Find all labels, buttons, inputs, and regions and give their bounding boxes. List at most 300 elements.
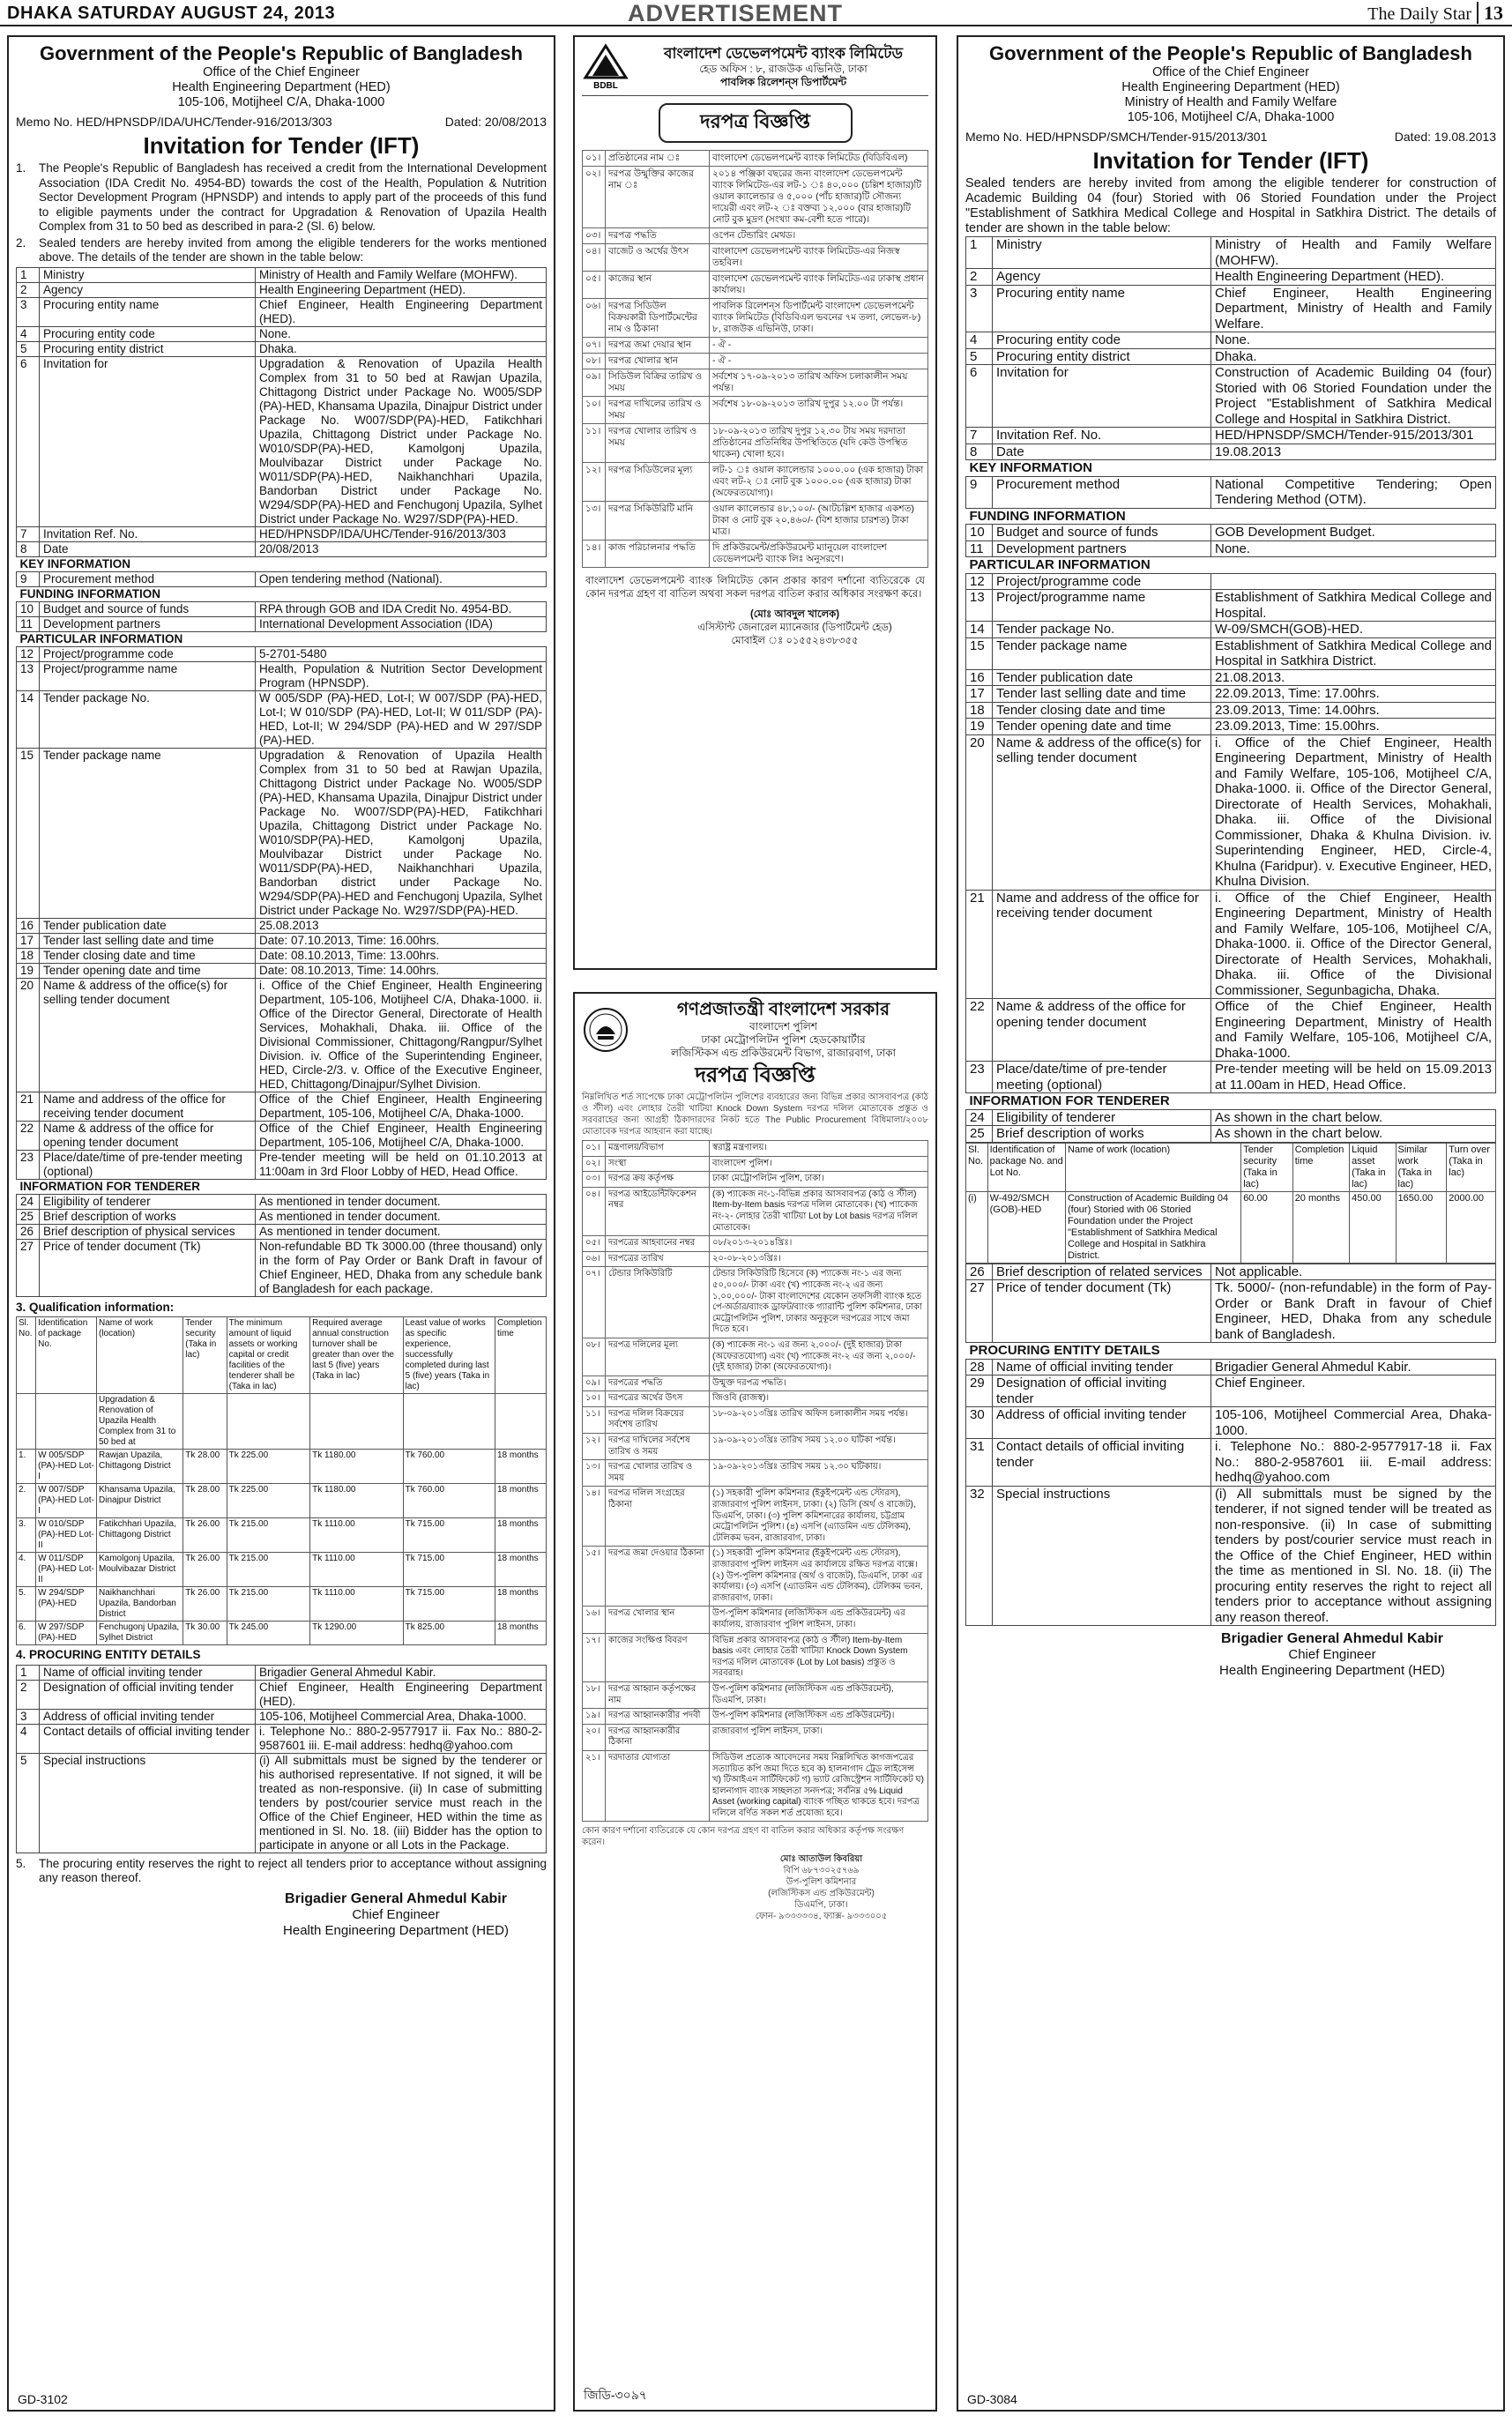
row-value: উন্মুক্ত দরপত্র পদ্ধতি।	[710, 1376, 928, 1391]
table-cell: 18 months	[495, 1622, 546, 1645]
row-number: 20	[17, 978, 40, 1092]
table-row	[966, 1280, 1496, 1343]
row-number: 6	[17, 356, 40, 526]
table-row	[966, 890, 1496, 999]
section-row	[966, 508, 1496, 525]
table-cell: Tk 715.00	[403, 1553, 495, 1587]
table-row	[583, 502, 928, 541]
row-label: দরপত্র খোলার তারিখ ও সময়	[606, 424, 710, 463]
row-number: 14	[966, 622, 993, 638]
table-row	[966, 719, 1496, 735]
row-number: ১০।	[583, 1391, 606, 1407]
table-row	[583, 1391, 928, 1407]
row-value: ঢাকা মেট্রোপলিটন পুলিশ, ঢাকা।	[710, 1172, 928, 1188]
department: Health Engineering Department (HED)	[172, 80, 391, 94]
table-row	[583, 424, 928, 463]
table-row	[583, 1251, 928, 1267]
blank-cell	[310, 1394, 403, 1450]
row-number: 2	[966, 269, 993, 286]
row-value: Brigadier General Ahmedul Kabir.	[1211, 1359, 1496, 1376]
row-number: 19	[966, 719, 993, 735]
dmp-signature	[714, 1853, 928, 1922]
row-label: প্রতিষ্ঠানের নাম ঃ	[606, 151, 710, 167]
row-value: (i) All submittals must be signed by the tenderer or his authorised representative. If not signed, it will be treated as non-responsive. (ii) In case of submitting tenders by post/courier service must reach in the Office of the Chief Engineer, HED within the time as mentioned in Sl. No. 18. (iii) Bidder has the option to participate in anyone or all Lots in the Package.	[256, 1753, 547, 1853]
row-label: Procurement method	[40, 571, 256, 586]
intro-paragraph: Sealed tenders are hereby invited from among the eligible tenderer for construction of Academic Building 04 (four) Storied with 06 Storied Foundation under the Project "Establishment of Satkhira Medical College and Hospital in Satkhira District. The details of tender are shown in the table below:	[965, 176, 1496, 235]
dmp-sig-phone: ফোন- ৯৩৩৩৩৩৪, ফ্যাক্স- ৯৩৩৩০০৫	[755, 1912, 888, 1922]
table-row	[966, 702, 1496, 719]
blank-cell	[403, 1394, 495, 1450]
row-value: ০৮/২০১৩-২০১৪খ্রিঃ।	[710, 1236, 928, 1252]
org-line-2: ঢাকা মেট্রোপলিটন পুলিশ হেডকোয়ার্টার	[701, 1033, 866, 1046]
table-row	[17, 1724, 547, 1753]
table-row	[17, 963, 547, 978]
table-row	[583, 1681, 928, 1708]
para-number: 1.	[16, 161, 26, 175]
table-row	[966, 1062, 1496, 1093]
row-label: Tender package No.	[993, 622, 1211, 638]
department: Health Engineering Department (HED)	[1121, 80, 1340, 94]
row-number: 7	[17, 526, 40, 541]
row-label: Development partners	[40, 616, 256, 631]
row-label: Eligibility of tenderer	[40, 1194, 256, 1209]
row-value: W 005/SDP (PA)-HED, Lot-I; W 007/SDP (PA)-HED, Lot-I; W 010/SDP (PA)-HED, Lot-II; W 011/SDP (PA)-HED, Lot-II; W 294/SDP (PA)-HED and W 297/SDP (PA)-HED.	[256, 690, 547, 748]
table-row	[17, 1092, 547, 1121]
row-label: দরপত্র আহ্বানকারীর পদবী	[606, 1709, 710, 1725]
row-label: Budget and source of funds	[40, 601, 256, 616]
row-label: টেন্ডার সিকিউরিটি	[606, 1267, 710, 1338]
notice-title: দরপত্র বিজ্ঞপ্তি	[695, 1063, 816, 1087]
section-row	[966, 460, 1496, 477]
memo-line	[965, 129, 1496, 145]
row-label: দরপত্র আইডেন্টিফিকেশন নম্বর	[606, 1187, 710, 1235]
row-number: ১১।	[583, 1406, 606, 1433]
row-value: (ক) প্যাকেজ নং-১-বিভিন্ন প্রকার আসবাবপত্র (কাঠ ও স্টীল) Item-by-Item basis দরপত্র দলিল মোতাবেক। (খ) প্যাকেজ নং-২- লোহার তৈরী খাটিয়া Lot by Lot basis দরপত্র দলিল মোতাবেক।	[710, 1187, 928, 1235]
row-value: i. Office of the Chief Engineer, Health Engineering Department, Ministry of Health and Family Welfare, 105-106, Motijheel C/A, Dhaka-1000. ii. Office of the Director General, Directorate of Health Services, Mohakhali, Dhaka. iii. Office of the Divisional Commissioner, Dhaka & Khulna Division. iv. Superintending Engineer, HED, Circle-4, Khulna (Faridpur). v. Executive Engineer, HED, Khulna Division.	[1211, 734, 1496, 890]
row-value: Health Engineering Department (HED).	[256, 282, 547, 297]
row-label: Tender publication date	[993, 669, 1211, 686]
table-cell: Tk 760.00	[403, 1450, 495, 1484]
table-cell: W 005/SDP (PA)-HED Lot-I	[36, 1450, 97, 1484]
table-row	[17, 933, 547, 948]
row-number: 17	[966, 686, 993, 703]
row-label: Tender closing date and time	[993, 702, 1211, 719]
blank-cell	[183, 1394, 227, 1450]
table-cell: W-492/SMCH (GOB)-HED	[987, 1191, 1065, 1263]
table-row	[583, 167, 928, 228]
table-cell: Tk 215.00	[227, 1518, 310, 1553]
row-value: Chief Engineer, Health Engineering Department (HED).	[256, 1680, 547, 1709]
row-label: দরপত্র পদ্ধতি	[606, 228, 710, 244]
table-cell: 1650.00	[1396, 1191, 1447, 1263]
row-number: 5	[966, 348, 993, 365]
table-row	[17, 601, 547, 616]
row-value: বাংলাদেশ ডেভেলপমেন্ট ব্যাংক লিমিটেড-এর ঢাকাস্থ প্রধান কার্যালয়।	[710, 272, 928, 299]
row-label: Project/programme code	[40, 646, 256, 661]
section-heading: PARTICULAR INFORMATION	[966, 557, 1496, 574]
row-value: Pre-tender meeting will be held on 01.10.2013 at 11:00am in 3rd Floor Lobby of HED, Head Office.	[256, 1150, 547, 1179]
bdbl-sig-name: (মোঃ আবদুল খালেক)	[749, 609, 840, 620]
row-label: Procuring entity name	[993, 285, 1211, 332]
row-number: 4	[17, 1724, 40, 1753]
table-row	[583, 1172, 928, 1188]
row-number: 4	[966, 332, 993, 349]
row-label: Place/date/time of pre-tender meeting (optional)	[40, 1150, 256, 1179]
row-value: রাজারবাগ পুলিশ লাইনস, ঢাকা।	[710, 1724, 928, 1750]
table-row	[17, 541, 547, 556]
signatory-title: Chief Engineer	[1288, 1647, 1376, 1662]
table-row	[583, 1750, 928, 1822]
table-cell: Tk 28.00	[183, 1484, 227, 1518]
row-number: 8	[966, 444, 993, 460]
row-value: Dhaka.	[1211, 348, 1496, 365]
row-value: বাংলাদেশ পুলিশ।	[710, 1156, 928, 1172]
table-row	[17, 661, 547, 690]
row-label: দরপত্রের পদ্ধতি	[606, 1376, 710, 1391]
section-row	[17, 556, 547, 571]
table-row	[966, 669, 1496, 686]
section-heading: PROCURING ENTITY DETAILS	[966, 1343, 1496, 1360]
column-header: Tender security (Taka in lac)	[1241, 1143, 1293, 1191]
row-number: 29	[966, 1376, 993, 1407]
table-row	[583, 1376, 928, 1391]
row-number: 9	[17, 571, 40, 586]
table-row	[17, 748, 547, 918]
bdbl-signature	[661, 608, 928, 648]
row-label: দরপত্র সিডিউল বিক্রয়কারী ডিপার্টমেন্টের নাম ও ঠিকানা	[606, 299, 710, 338]
row-number: 6	[966, 365, 993, 428]
row-value: i. Office of the Chief Engineer, Health Engineering Department, 105-106, Motijheel C/A, Dhaka-1000. ii. Office of the Director General, Directorate of Health Services, Mohakhali, Dhaka. iii. Office of the Divisional Commissioner, Chittagong/Rangpur/Sylhet Division. iv. Office of the Superintending Engineer, HED, Circle-2/3. v. Office of the Executive Engineer, HED, Chittagong/Dinajpur/Sylhet Division.	[256, 978, 547, 1092]
row-number: ২১।	[583, 1750, 606, 1822]
row-label: দরপত্রের তারিখ	[606, 1251, 710, 1267]
table-row	[966, 637, 1496, 669]
table-cell: Tk 715.00	[403, 1587, 495, 1622]
row-number: 10	[17, 601, 40, 616]
table-row	[966, 1191, 1496, 1263]
table-row	[583, 151, 928, 167]
dmp-header	[582, 999, 928, 1060]
table-cell: Fatikchhari Upazila, Chittagong District	[97, 1518, 183, 1553]
row-value: টেন্ডার সিকিউরিটি হিসেবে (ক) প্যাকেজ নং-১ এর জন্য ৫০,০০০/- টাকা এবং (খ) প্যাকেজ নং-২ এর জন্য ১,০০,০০০/- টাকা বাংলাদেশের যেকোন তফসিলী ব্যাংক হতে পে-অর্ডার/ব্যাংক ড্রাফট/ব্যাংক গ্যারান্টি পুলিশ কমিশনার, ঢাকা মেট্রোপলিটন পুলিশ, ঢাকার অনুকূলে দরপত্রের সাথে জমা দিতে হবে।	[710, 1267, 928, 1338]
row-label: Brief description of related services	[993, 1264, 1211, 1280]
row-label: Name & address of the office for opening tender document	[993, 999, 1211, 1062]
table-row	[966, 269, 1496, 286]
dateline: DHAKA SATURDAY AUGUST 24, 2013	[7, 4, 336, 23]
row-number: 27	[966, 1280, 993, 1343]
table-row	[966, 332, 1496, 349]
row-label: Price of tender document (Tk)	[40, 1239, 256, 1296]
row-number: 27	[17, 1239, 40, 1296]
table-row	[583, 1187, 928, 1235]
row-label: Procuring entity code	[993, 332, 1211, 349]
row-number: ১৭।	[583, 1633, 606, 1681]
row-number: ০৮।	[583, 354, 606, 369]
address: 105-106, Motijheel C/A, Dhaka-1000	[177, 95, 385, 109]
row-number: 5	[17, 341, 40, 356]
row-number: 26	[17, 1224, 40, 1239]
row-label: Designation of official inviting tender	[40, 1680, 256, 1709]
row-label: Contact details of official inviting tender	[993, 1439, 1211, 1487]
row-label: কাজের স্থান	[606, 272, 710, 299]
masthead	[1367, 2, 1503, 25]
row-number: ১১।	[583, 424, 606, 463]
row-number: ০২।	[583, 1156, 606, 1172]
row-value: None.	[256, 326, 547, 341]
table-row	[17, 1622, 547, 1645]
row-number: 13	[966, 590, 993, 622]
table-row	[966, 1109, 1496, 1126]
row-number: 30	[966, 1407, 993, 1439]
table-row	[17, 1518, 547, 1553]
header-row	[17, 1317, 547, 1394]
row-value: As shown in the chart below.	[1211, 1109, 1496, 1126]
table-cell: 2000.00	[1447, 1191, 1496, 1263]
row-value: 22.09.2013, Time: 17.00hrs.	[1211, 686, 1496, 703]
signature-block	[1168, 1631, 1496, 1679]
row-label: Name and address of the office for receiving tender document	[993, 890, 1211, 999]
table-row	[966, 1126, 1496, 1143]
paragraph-2	[16, 236, 547, 265]
row-label: Tender last selling date and time	[40, 933, 256, 948]
row-value: ১৯-০৯-২০১৩খ্রিঃ তারিখ সময় ১২.৩০ ঘটিকায়।	[710, 1460, 928, 1487]
table-row	[966, 1439, 1496, 1487]
table-row	[17, 282, 547, 297]
row-value: Construction of Academic Building 04 (four) Storied with 06 Storied Foundation under the Project "Establishment of Satkhira Medical College and Hospital in Satkhira District.	[1211, 365, 1496, 428]
row-value: As mentioned in tender document.	[256, 1194, 547, 1209]
row-label: Address of official inviting tender	[40, 1709, 256, 1724]
table-row	[966, 428, 1496, 444]
table-cell: Tk 30.00	[183, 1622, 227, 1645]
row-number: 16	[17, 918, 40, 933]
row-value: None.	[1211, 541, 1496, 557]
row-value: i. Office of the Chief Engineer, Health Engineering Department, Ministry of Health and Family Welfare, 105-106, Motijheel C/A, Dhaka-1000. ii. Office of the Director General, Directorate of Health Services, Mohakhali, Dhaka. iii. Office of the Divisional Commissioner, Segunbagicha, Dhaka.	[1211, 890, 1496, 999]
table-row	[17, 948, 547, 963]
row-number: 14	[17, 690, 40, 748]
row-value: Chief Engineer, Health Engineering Department, Ministry of Health and Family Welfare.	[1211, 285, 1496, 332]
table-cell: Tk 825.00	[403, 1622, 495, 1645]
row-value: 25.08.2013	[256, 918, 547, 933]
bdbl-details-table	[582, 150, 928, 568]
table-row	[583, 397, 928, 424]
tender-details-table-2	[965, 1264, 1496, 1627]
section-row	[17, 631, 547, 646]
column-header: Sl. No.	[966, 1143, 988, 1191]
row-value: স্বরাষ্ট্র মন্ত্রণালয়।	[710, 1141, 928, 1157]
bdbl-logo-text: BDBL	[593, 81, 618, 90]
table-row	[583, 354, 928, 369]
row-label: Invitation for	[40, 356, 256, 526]
table-row	[966, 541, 1496, 557]
table-row	[966, 734, 1496, 890]
row-number: 10	[966, 525, 993, 541]
table-row	[583, 1338, 928, 1376]
bank-office: হেড অফিস : ৮, রাজউক এভিনিউ, ঢাকা	[699, 62, 868, 75]
row-number: 9	[966, 476, 993, 508]
row-value: 23.09.2013, Time: 14.00hrs.	[1211, 702, 1496, 719]
row-label: Project/programme name	[40, 661, 256, 690]
table-row	[17, 571, 547, 586]
row-value: Brigadier General Ahmedul Kabir.	[256, 1665, 547, 1680]
table-cell: 18 months	[495, 1518, 546, 1553]
table-row	[17, 690, 547, 748]
table-cell: Khansama Upazila, Dinajpur District	[97, 1484, 183, 1518]
dmp-details-table	[582, 1140, 928, 1822]
column-header: The minimum amount of liquid assets or working capital or credit facilities of the tenderer shall be (Taka in lac)	[227, 1317, 310, 1394]
blank-cell	[36, 1394, 97, 1450]
row-value: HED/HPNSDP/IDA/UHC/Tender-916/2013/303	[256, 526, 547, 541]
para-number: 2.	[16, 235, 26, 250]
tender-details-table	[16, 267, 547, 1297]
row-label: দরপত্রের অর্থের উৎস	[606, 1391, 710, 1407]
row-value: সর্বশেষ ১৮-০৯-২০১৩ তারিখ দুপুর ১২.০০ টা পর্যন্ত।	[710, 397, 928, 424]
column-header: Turn over (Taka in lac)	[1447, 1143, 1496, 1191]
row-value: Office of the Chief Engineer, Health Engineering Department, 105-106, Motijheel C/A, Dhaka-1000.	[256, 1121, 547, 1150]
row-label: Place/date/time of pre-tender meeting (optional)	[993, 1062, 1211, 1093]
row-label: দরপত্র দাখিলের সর্বশেষ তারিখ ও সময়	[606, 1434, 710, 1460]
row-value: ওয়াল ক্যালেন্ডার ৪৮,১০০/- (আটচল্লিশ হাজার একশত) টাকা ও নোট বুক ২০,৪৬০/- (বিশ হাজার চারশত) টাকা মাত্র।	[710, 502, 928, 541]
row-value: Pre-tender meeting will be held on 15.09.2013 at 11.00am in HED, Head Office.	[1211, 1062, 1496, 1093]
row-value: Health, Population & Nutrition Sector Development Program (HPNSDP).	[256, 661, 547, 690]
row-number: ০৬।	[583, 1251, 606, 1267]
row-label: মন্ত্রণালয়/বিভাগ	[606, 1141, 710, 1157]
bdbl-header	[582, 42, 928, 96]
row-value: Establishment of Satkhira Medical College and Hospital.	[1211, 590, 1496, 622]
org-line-3: লজিস্টিকস এন্ড প্রকিউরমেন্ট বিভাগ, রাজারবাগ, ঢাকা	[671, 1047, 896, 1059]
bdbl-note: বাংলাদেশ ডেভেলপমেন্ট ব্যাংক লিমিটেড কোন প্রকার কারণ দর্শানো ব্যতিরেকে যে কোন দরপত্র গ্রহণ বা বাতিল অথবা সকল দরপত্র বাতিল করার অধিকার সংরক্ষণ করে।	[585, 576, 925, 600]
section-heading: FUNDING INFORMATION	[966, 508, 1496, 525]
table-row	[966, 1359, 1496, 1376]
row-value: Open tendering method (National).	[256, 571, 547, 586]
bdbl-logo-icon	[582, 42, 629, 90]
row-value: সিডিউল প্রত্যেক আবেদনের সময় নিম্নলিখিত কাগজপত্রের সত্যায়িত কপি জমা দিতে হবে ক) হালনাগাদ ট্রেড লাইসেন্স খ) টিআইএন সার্টিফিকেট গ) ভ্যাট রেজিস্ট্রেশন সার্টিফিকেট ঘ) হালনাগাদ ব্যাংক সচ্ছলতা সনদপত্র; সর্বনিম্ন ৫% Liquid Asset (working capital) ব্যাংক গচ্ছিত থাকতে হবে। দরপত্র দলিলে বর্ণিত সকল শর্ত প্রযোজ্য হবে।	[710, 1750, 928, 1822]
row-value: ওপেন টেন্ডারিং মেথড।	[710, 228, 928, 244]
table-row	[966, 999, 1496, 1062]
row-label: দরদাতার যোগ্যতা	[606, 1750, 710, 1822]
table-cell: Tk 26.00	[183, 1518, 227, 1553]
row-number: 2	[17, 282, 40, 297]
row-label: Name & address of the office for opening tender document	[40, 1121, 256, 1150]
table-row	[583, 272, 928, 299]
table-row	[17, 1150, 547, 1179]
hed-tender-notice-916	[7, 35, 555, 2412]
column-header: Tender security (Taka in lac)	[183, 1317, 227, 1394]
table-cell: Tk 225.00	[227, 1484, 310, 1518]
table-row	[17, 1484, 547, 1518]
table-cell: Tk 225.00	[227, 1450, 310, 1484]
row-label: Procuring entity code	[40, 326, 256, 341]
table-row	[17, 1239, 547, 1296]
section-title: ADVERTISEMENT	[628, 0, 844, 26]
table-cell: W 297/SDP (PA)-HED	[36, 1622, 97, 1645]
header-row	[966, 1143, 1496, 1191]
section-heading: INFORMATION FOR TENDERER	[17, 1179, 547, 1194]
table-row	[17, 918, 547, 933]
para-number: 5.	[16, 1856, 26, 1870]
row-label: Development partners	[993, 541, 1211, 557]
table-cell: 18 months	[495, 1553, 546, 1587]
table-cell: Rawjan Upazila, Chittagong District	[97, 1450, 183, 1484]
table-cell: Tk 1110.00	[310, 1518, 403, 1553]
para-text: Sealed tenders are hereby invited from among the eligible tenderers for the works mentioned above. The details of the tender are shown in the table below:	[39, 235, 547, 264]
table-cell: W 294/SDP (PA)-HED	[36, 1587, 97, 1622]
column-header: Name of work (location)	[97, 1317, 183, 1394]
row-number: 13	[17, 661, 40, 690]
row-value: i. Telephone No.: 880-2-9577917-18 ii. Fax No.: 880-2-9587601 iii. E-mail address: hedhq@yahoo.com	[1211, 1439, 1496, 1487]
dmp-sig-name: মোঃ আতাউল কিবরিয়া	[779, 1854, 863, 1865]
row-number: 19	[17, 963, 40, 978]
table-row	[17, 1665, 547, 1680]
row-label: বাজেট ও অর্থের উৎস	[606, 244, 710, 272]
table-row	[966, 237, 1496, 269]
table-cell: 4.	[17, 1553, 36, 1587]
column-header: Completion time	[495, 1317, 546, 1394]
table-row	[583, 1709, 928, 1725]
column-header: Least value of works as specific experience, successfully completed during last 5 (five) years (Taka in lac)	[403, 1317, 495, 1394]
dmp-intro: নিম্নলিখিত শর্ত সাপেক্ষে ঢাকা মেট্রোপলিটন পুলিশের ব্যবহারের জন্য বিভিন্ন প্রকার আসবাবপত্র (কাঠ ও স্টীল) এবং লোহার তৈরী খাটিয়া Knock Down System দরপত্র দলিল মোতাবেক প্রস্তুত ও সরবরাহের জন্য আগ্রহী ঠিকাদারদের নিকট হতে The Public Procurement বিধিমালা/২০০৮ মোতাবেক দরপত্র আহবান করা যাচ্ছে।	[582, 1092, 928, 1137]
row-label: Agency	[993, 269, 1211, 286]
page-header	[0, 0, 1512, 26]
row-label: দরপত্র খোলার স্থান	[606, 1607, 710, 1633]
table-cell: 18 months	[495, 1587, 546, 1622]
row-label: Tender last selling date and time	[993, 686, 1211, 703]
table-cell: 1.	[17, 1450, 36, 1484]
row-number: ০৭।	[583, 1267, 606, 1338]
row-number: 12	[966, 573, 993, 590]
row-label: Date	[40, 541, 256, 556]
row-number: 25	[966, 1126, 993, 1143]
gov-title: Government of the People's Republic of Bangladesh	[40, 42, 523, 64]
row-number: 1	[966, 237, 993, 269]
row-number: 17	[17, 933, 40, 948]
section-heading: FUNDING INFORMATION	[17, 586, 547, 601]
column-header: Name of work (location)	[1065, 1143, 1240, 1191]
table-row	[17, 1121, 547, 1150]
row-label: Name & address of the office(s) for selling tender document	[40, 978, 256, 1092]
section-row	[17, 1179, 547, 1194]
table-row	[17, 356, 547, 526]
table-cell: Tk 1110.00	[310, 1553, 403, 1587]
row-label: Brief description of works	[993, 1126, 1211, 1143]
para-text: The procuring entity reserves the right to reject all tenders prior to acceptance without assigning any reason thereof.	[39, 1856, 547, 1884]
govt-emblem-icon	[582, 1006, 629, 1054]
column-header: Similar work (Taka in lac)	[1396, 1143, 1447, 1191]
signature-block	[245, 1891, 547, 1939]
row-number: 4	[17, 326, 40, 341]
bdbl-sig-title: এসিস্টান্ট জেনারেল ম্যানেজার (ডিপার্টমেন্ট হেড)	[697, 623, 892, 633]
row-label: Invitation Ref. No.	[40, 526, 256, 541]
dmp-sig-title: উপ-পুলিশ কমিশনার	[786, 1877, 857, 1888]
column-header: Sl. No.	[17, 1317, 36, 1394]
row-number: 5	[17, 1753, 40, 1853]
table-row	[966, 1407, 1496, 1439]
column-header: Identification of package No.	[36, 1317, 97, 1394]
row-value: As shown in the chart below.	[1211, 1126, 1496, 1143]
section-heading: KEY INFORMATION	[17, 556, 547, 571]
table-cell: 6.	[17, 1622, 36, 1645]
row-label: Procuring entity name	[40, 297, 256, 326]
row-number: ০৫।	[583, 272, 606, 299]
table-row	[583, 244, 928, 272]
notice-title: Invitation for Tender (IFT)	[1092, 147, 1369, 174]
table-row	[17, 526, 547, 541]
table-row	[17, 616, 547, 631]
row-number: 11	[17, 616, 40, 631]
row-number: ০৯।	[583, 369, 606, 397]
row-value: 19.08.2013	[1211, 444, 1496, 460]
table-cell: Tk 26.00	[183, 1553, 227, 1587]
row-value: 21.08.2013.	[1211, 669, 1496, 686]
table-row	[966, 590, 1496, 622]
